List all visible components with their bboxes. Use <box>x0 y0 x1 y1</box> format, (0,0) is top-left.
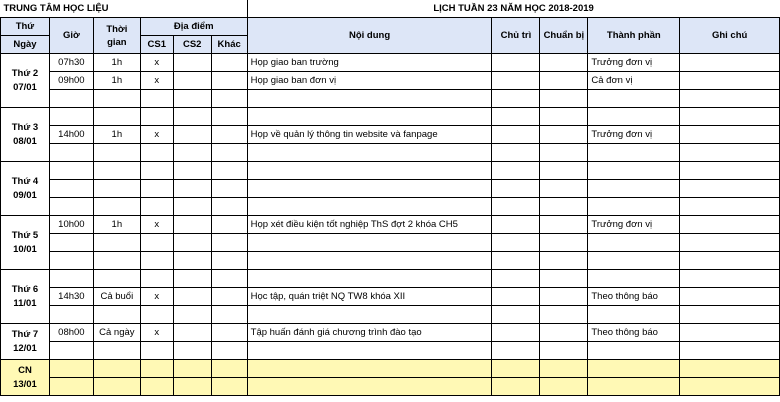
cell-thanh-phan <box>588 144 680 162</box>
table-row <box>1 198 780 216</box>
cell-khac <box>211 90 247 108</box>
cell-noi-dung <box>247 144 492 162</box>
cell-chu-tri <box>492 288 540 306</box>
cell-thanh-phan <box>588 378 680 396</box>
cell-gio <box>49 90 93 108</box>
cell-thoi-gian: 1h <box>93 72 140 90</box>
schedule-title: LỊCH TUẦN 23 NĂM HỌC 2018-2019 <box>247 0 779 18</box>
cell-noi-dung <box>247 90 492 108</box>
cell-chu-tri <box>492 108 540 126</box>
cell-khac <box>211 378 247 396</box>
day-date: 12/01 <box>13 342 37 354</box>
cell-ghi-chu <box>680 126 780 144</box>
cell-noi-dung: Học tập, quán triệt NQ TW8 khóa XII <box>247 288 492 306</box>
table-row <box>1 288 780 306</box>
col-header-thoi-gian <box>93 18 140 54</box>
cell-thoi-gian <box>93 360 140 378</box>
col-header-cs2: CS2 <box>173 36 211 54</box>
cell-thoi-gian: 1h <box>93 216 140 234</box>
cell-cs2 <box>173 234 211 252</box>
day-date: 08/01 <box>13 135 37 147</box>
cell-chu-tri <box>492 324 540 342</box>
cell-cs1: x <box>140 126 173 144</box>
col-header-ngay: Ngày <box>1 36 50 54</box>
cell-gio: 08h00 <box>49 324 93 342</box>
cell-chuan-bi <box>540 180 588 198</box>
col-header-thanh-phan: Thành phần <box>588 18 680 54</box>
table-row <box>1 270 780 288</box>
cell-khac <box>211 126 247 144</box>
table-row <box>1 90 780 108</box>
cell-chu-tri <box>492 126 540 144</box>
cell-thanh-phan <box>588 180 680 198</box>
cell-khac <box>211 54 247 72</box>
cell-chu-tri <box>492 216 540 234</box>
cell-ghi-chu <box>680 72 780 90</box>
cell-noi-dung <box>247 306 492 324</box>
day-name: Thứ 6 <box>11 283 39 295</box>
cell-cs2 <box>173 90 211 108</box>
cell-khac <box>211 144 247 162</box>
cell-chu-tri <box>492 360 540 378</box>
cell-thanh-phan <box>588 234 680 252</box>
col-header-thu: Thứ <box>1 18 50 36</box>
cell-cs1 <box>140 252 173 270</box>
cell-khac <box>211 288 247 306</box>
col-header-thoi-gian-line2: gian <box>107 36 127 48</box>
cell-chu-tri <box>492 90 540 108</box>
cell-noi-dung: Họp giao ban trường <box>247 54 492 72</box>
cell-khac <box>211 162 247 180</box>
cell-chu-tri <box>492 54 540 72</box>
cell-gio: 09h00 <box>49 72 93 90</box>
cell-cs2 <box>173 306 211 324</box>
cell-thanh-phan <box>588 198 680 216</box>
cell-cs2 <box>173 360 211 378</box>
cell-chu-tri <box>492 342 540 360</box>
cell-thanh-phan <box>588 162 680 180</box>
day-name: Thứ 7 <box>11 328 39 340</box>
cell-gio: 10h00 <box>49 216 93 234</box>
table-row <box>1 54 780 72</box>
col-header-gio: Giờ <box>49 18 93 54</box>
cell-chu-tri <box>492 198 540 216</box>
table-row <box>1 324 780 342</box>
cell-ghi-chu <box>680 360 780 378</box>
cell-cs1: x <box>140 324 173 342</box>
day-label <box>1 162 50 216</box>
cell-chu-tri <box>492 306 540 324</box>
day-name: CN <box>18 364 32 376</box>
cell-thoi-gian: 1h <box>93 126 140 144</box>
day-name: Thứ 4 <box>11 175 39 187</box>
cell-cs2 <box>173 54 211 72</box>
cell-chuan-bi <box>540 342 588 360</box>
table-row <box>1 216 780 234</box>
cell-gio <box>49 378 93 396</box>
cell-thoi-gian <box>93 198 140 216</box>
cell-chuan-bi <box>540 54 588 72</box>
cell-noi-dung <box>247 234 492 252</box>
cell-thanh-phan <box>588 360 680 378</box>
cell-cs2 <box>173 162 211 180</box>
cell-cs1 <box>140 144 173 162</box>
day-label <box>1 108 50 162</box>
cell-thanh-phan: Theo thông báo <box>588 324 680 342</box>
cell-cs1 <box>140 234 173 252</box>
cell-khac <box>211 324 247 342</box>
cell-chuan-bi <box>540 216 588 234</box>
cell-gio <box>49 162 93 180</box>
cell-khac <box>211 72 247 90</box>
cell-cs2 <box>173 198 211 216</box>
cell-gio <box>49 342 93 360</box>
cell-thoi-gian <box>93 144 140 162</box>
cell-noi-dung <box>247 342 492 360</box>
cell-cs2 <box>173 270 211 288</box>
cell-gio: 07h30 <box>49 54 93 72</box>
cell-ghi-chu <box>680 270 780 288</box>
cell-thanh-phan <box>588 342 680 360</box>
table-row <box>1 162 780 180</box>
cell-chu-tri <box>492 252 540 270</box>
cell-thoi-gian <box>93 180 140 198</box>
cell-chu-tri <box>492 180 540 198</box>
cell-chuan-bi <box>540 378 588 396</box>
cell-cs1 <box>140 198 173 216</box>
cell-noi-dung <box>247 162 492 180</box>
cell-cs2 <box>173 216 211 234</box>
table-row <box>1 126 780 144</box>
table-row <box>1 180 780 198</box>
cell-noi-dung: Họp giao ban đơn vị <box>247 72 492 90</box>
cell-cs2 <box>173 126 211 144</box>
cell-ghi-chu <box>680 216 780 234</box>
cell-chu-tri <box>492 270 540 288</box>
cell-ghi-chu <box>680 162 780 180</box>
cell-ghi-chu <box>680 288 780 306</box>
cell-thoi-gian: Cả ngày <box>93 324 140 342</box>
cell-thanh-phan: Trưởng đơn vị <box>588 54 680 72</box>
cell-thanh-phan <box>588 90 680 108</box>
cell-cs2 <box>173 378 211 396</box>
day-name: Thứ 5 <box>11 229 39 241</box>
cell-noi-dung <box>247 378 492 396</box>
day-label <box>1 360 50 396</box>
cell-chuan-bi <box>540 360 588 378</box>
cell-thoi-gian <box>93 108 140 126</box>
cell-gio <box>49 234 93 252</box>
cell-chuan-bi <box>540 90 588 108</box>
cell-thanh-phan <box>588 108 680 126</box>
cell-gio <box>49 108 93 126</box>
cell-cs1 <box>140 306 173 324</box>
table-row <box>1 144 780 162</box>
cell-ghi-chu <box>680 306 780 324</box>
cell-chu-tri <box>492 378 540 396</box>
day-label <box>1 324 50 360</box>
cell-cs2 <box>173 144 211 162</box>
cell-thanh-phan <box>588 270 680 288</box>
cell-khac <box>211 108 247 126</box>
cell-ghi-chu <box>680 54 780 72</box>
cell-chuan-bi <box>540 252 588 270</box>
cell-cs1 <box>140 90 173 108</box>
cell-thoi-gian <box>93 306 140 324</box>
cell-thoi-gian <box>93 378 140 396</box>
table-row <box>1 234 780 252</box>
cell-noi-dung <box>247 180 492 198</box>
title-row <box>1 0 780 18</box>
day-date: 13/01 <box>13 378 37 390</box>
cell-chuan-bi <box>540 234 588 252</box>
cell-khac <box>211 342 247 360</box>
cell-chu-tri <box>492 234 540 252</box>
cell-chu-tri <box>492 144 540 162</box>
col-header-cs1: CS1 <box>140 36 173 54</box>
table-row <box>1 342 780 360</box>
day-label <box>1 54 50 108</box>
cell-khac <box>211 252 247 270</box>
cell-khac <box>211 306 247 324</box>
cell-gio <box>49 144 93 162</box>
cell-gio <box>49 180 93 198</box>
cell-chuan-bi <box>540 162 588 180</box>
table-row <box>1 108 780 126</box>
cell-cs1: x <box>140 288 173 306</box>
cell-gio: 14h30 <box>49 288 93 306</box>
cell-cs1 <box>140 180 173 198</box>
cell-noi-dung <box>247 252 492 270</box>
cell-cs2 <box>173 324 211 342</box>
cell-cs1 <box>140 270 173 288</box>
cell-cs1: x <box>140 54 173 72</box>
cell-noi-dung: Họp về quản lý thông tin website và fanpage <box>247 126 492 144</box>
table-row <box>1 72 780 90</box>
cell-ghi-chu <box>680 252 780 270</box>
cell-chuan-bi <box>540 144 588 162</box>
cell-khac <box>211 198 247 216</box>
cell-khac <box>211 360 247 378</box>
cell-cs1 <box>140 108 173 126</box>
cell-thoi-gian <box>93 342 140 360</box>
cell-noi-dung <box>247 270 492 288</box>
cell-khac <box>211 180 247 198</box>
cell-ghi-chu <box>680 180 780 198</box>
table-row <box>1 360 780 378</box>
cell-chuan-bi <box>540 306 588 324</box>
day-date: 09/01 <box>13 189 37 201</box>
cell-chuan-bi <box>540 270 588 288</box>
cell-chuan-bi <box>540 288 588 306</box>
cell-thanh-phan: Theo thông báo <box>588 288 680 306</box>
cell-ghi-chu <box>680 90 780 108</box>
cell-noi-dung: Tập huấn đánh giá chương trình đào tạo <box>247 324 492 342</box>
cell-cs2 <box>173 288 211 306</box>
cell-ghi-chu <box>680 198 780 216</box>
cell-thoi-gian: Cả buổi <box>93 288 140 306</box>
cell-ghi-chu <box>680 342 780 360</box>
cell-thanh-phan <box>588 252 680 270</box>
col-header-noi-dung: Nội dung <box>247 18 492 54</box>
cell-cs1 <box>140 162 173 180</box>
cell-ghi-chu <box>680 144 780 162</box>
cell-ghi-chu <box>680 108 780 126</box>
col-header-chu-tri: Chủ trì <box>492 18 540 54</box>
table-row <box>1 306 780 324</box>
org-title: TRUNG TÂM HỌC LIỆU <box>1 0 248 18</box>
cell-gio <box>49 252 93 270</box>
cell-cs1 <box>140 342 173 360</box>
cell-noi-dung <box>247 108 492 126</box>
day-label <box>1 216 50 270</box>
day-label <box>1 270 50 324</box>
cell-chuan-bi <box>540 324 588 342</box>
cell-cs2 <box>173 72 211 90</box>
table-row <box>1 252 780 270</box>
cell-gio <box>49 360 93 378</box>
cell-chuan-bi <box>540 126 588 144</box>
cell-ghi-chu <box>680 378 780 396</box>
cell-gio: 14h00 <box>49 126 93 144</box>
cell-gio <box>49 198 93 216</box>
cell-khac <box>211 270 247 288</box>
cell-thanh-phan: Trưởng đơn vị <box>588 126 680 144</box>
day-name: Thứ 2 <box>11 67 39 79</box>
cell-thoi-gian: 1h <box>93 54 140 72</box>
cell-chuan-bi <box>540 72 588 90</box>
cell-cs2 <box>173 108 211 126</box>
day-date: 11/01 <box>13 297 37 309</box>
col-header-chuan-bi: Chuẩn bị <box>540 18 588 54</box>
cell-cs1 <box>140 378 173 396</box>
cell-khac <box>211 216 247 234</box>
cell-cs2 <box>173 252 211 270</box>
cell-chuan-bi <box>540 198 588 216</box>
day-date: 10/01 <box>13 243 37 255</box>
cell-thoi-gian <box>93 270 140 288</box>
cell-thanh-phan: Trưởng đơn vị <box>588 216 680 234</box>
cell-cs2 <box>173 342 211 360</box>
col-header-ghi-chu: Ghi chú <box>680 18 780 54</box>
cell-ghi-chu <box>680 324 780 342</box>
cell-noi-dung: Họp xét điều kiện tốt nghiệp ThS đợt 2 khóa CH5 <box>247 216 492 234</box>
cell-chu-tri <box>492 162 540 180</box>
cell-gio <box>49 270 93 288</box>
cell-khac <box>211 234 247 252</box>
cell-chu-tri <box>492 72 540 90</box>
cell-gio <box>49 306 93 324</box>
cell-chuan-bi <box>540 108 588 126</box>
cell-cs1: x <box>140 216 173 234</box>
col-header-khac: Khác <box>211 36 247 54</box>
day-date: 07/01 <box>13 81 37 93</box>
cell-thoi-gian <box>93 252 140 270</box>
cell-cs1: x <box>140 72 173 90</box>
cell-thanh-phan: Cả đơn vị <box>588 72 680 90</box>
cell-cs2 <box>173 180 211 198</box>
cell-cs1 <box>140 360 173 378</box>
cell-thanh-phan <box>588 306 680 324</box>
cell-thoi-gian <box>93 90 140 108</box>
cell-ghi-chu <box>680 234 780 252</box>
col-header-dia-diem: Địa điểm <box>140 18 247 36</box>
table-row <box>1 378 780 396</box>
col-header-thoi-gian-line1: Thời <box>106 23 128 35</box>
cell-thoi-gian <box>93 234 140 252</box>
day-name: Thứ 3 <box>11 121 39 133</box>
header-row-1 <box>1 18 780 36</box>
cell-noi-dung <box>247 198 492 216</box>
cell-noi-dung <box>247 360 492 378</box>
cell-thoi-gian <box>93 162 140 180</box>
